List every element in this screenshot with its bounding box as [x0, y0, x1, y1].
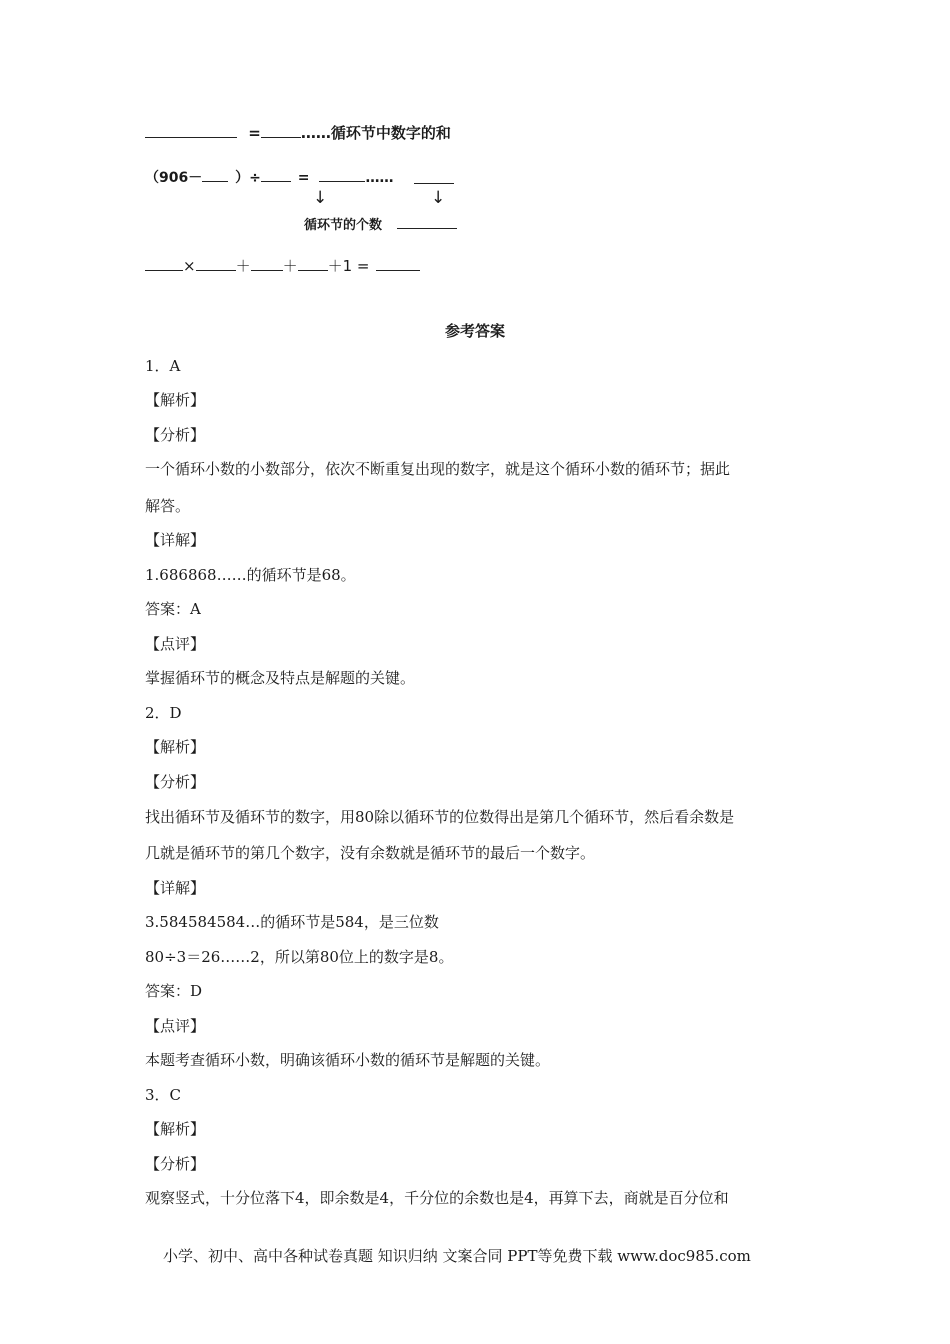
blank: [145, 256, 183, 271]
text-line: 答案：D: [145, 982, 203, 1000]
row2-ellipsis: ……: [365, 170, 394, 186]
blank: [376, 256, 420, 271]
text-line: 【解析】: [145, 738, 206, 756]
text-line: 【详解】: [145, 531, 206, 549]
plus-sign: ＋: [282, 257, 298, 275]
plus-sign: ＋: [235, 257, 251, 275]
diagram-row-1: [145, 122, 451, 143]
text-line: 本题考查循环小数，明确该循环小数的循环节是解题的关键。: [145, 1051, 551, 1069]
blank: [298, 256, 328, 271]
text-line: 解答。: [145, 497, 191, 515]
text-line: 【解析】: [145, 1120, 206, 1138]
blank: [251, 256, 283, 271]
row2-close: ）÷: [235, 170, 261, 186]
text-line: 几就是循环节的第几个数字，没有余数就是循环节的最后一个数字。: [145, 844, 596, 862]
diagram-row-2: [145, 167, 393, 187]
text-line: 3.584584584…的循环节是584，是三位数: [145, 913, 439, 931]
page-footer: 小学、初中、高中各种试卷真题 知识归纳 文案合同 PPT等免费下载 www.doc985.com: [163, 1247, 751, 1265]
text-line: 【分析】: [145, 1155, 206, 1173]
arrow-down-icon: ↓: [313, 188, 328, 208]
diagram-row-4: [145, 255, 420, 276]
blank: [319, 167, 365, 182]
blank: [145, 123, 237, 138]
text-line: 【点评】: [145, 1017, 206, 1035]
text-line: 观察竖式，十分位落下4，即余数是4，千分位的余数也是4，再算下去，商就是百分位和: [145, 1189, 729, 1207]
text-line: 3．C: [145, 1086, 182, 1104]
blank: [414, 169, 454, 184]
equals-sign: =: [248, 124, 261, 142]
diagram-row-3: [304, 214, 457, 233]
text-line: 80÷3＝26……2，所以第80位上的数字是8。: [145, 948, 454, 966]
text-line: 【分析】: [145, 426, 206, 444]
text-line: 【详解】: [145, 879, 206, 897]
row2-right-blank: [414, 169, 454, 188]
row1-suffix: ……循环节中数字的和: [300, 124, 451, 142]
text-line: 【分析】: [145, 773, 206, 791]
answers-title: 参考答案: [444, 322, 505, 340]
text-line: 答案：A: [145, 600, 201, 618]
blank: [261, 167, 291, 182]
text-line: 一个循环小数的小数部分，依次不断重复出现的数字，就是这个循环小数的循环节；据此: [145, 460, 731, 478]
text-line: 掌握循环节的概念及特点是解题的关键。: [145, 669, 416, 687]
text-line: 1.686868……的循环节是68。: [145, 566, 356, 584]
blank: [397, 214, 457, 229]
times-sign: ×: [183, 257, 196, 275]
plus-one: ＋1 =: [327, 257, 370, 275]
blank: [261, 123, 301, 138]
label-cycle-count: 循环节的个数: [304, 218, 383, 233]
text-line: 找出循环节及循环节的数字，用80除以循环节的位数得出是第几个循环节，然后看余数是: [145, 808, 735, 826]
row2-equals: =: [297, 170, 310, 186]
text-line: 【点评】: [145, 635, 206, 653]
text-line: 【解析】: [145, 391, 206, 409]
text-line: 2．D: [145, 704, 182, 722]
blank: [196, 256, 236, 271]
arrow-down-icon: ↓: [431, 188, 446, 208]
row2-open: （906－: [145, 170, 203, 186]
blank: [202, 167, 228, 182]
text-line: 1．A: [145, 357, 181, 375]
